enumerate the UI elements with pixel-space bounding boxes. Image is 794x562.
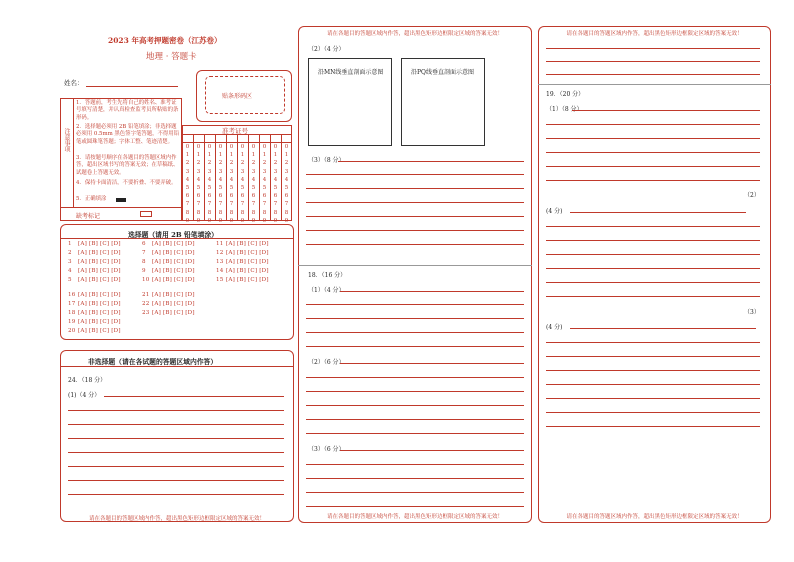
notice-label: 注意事项 bbox=[63, 128, 70, 152]
q19-1-first-line[interactable] bbox=[572, 110, 760, 111]
choice-row[interactable] bbox=[68, 277, 121, 283]
choice-number: 14 bbox=[216, 268, 224, 274]
right-footer-warning: 请在各题目的答题区域内作答，超出黑色矩形边框限定区域的答案无效！ bbox=[566, 514, 743, 520]
choice-options[interactable]: [A] [B] [C] [D] bbox=[226, 250, 269, 256]
choice-options[interactable]: [A] [B] [C] [D] bbox=[152, 277, 195, 283]
choice-options[interactable]: [A] [B] [C] [D] bbox=[78, 319, 121, 325]
exam-id-bubble[interactable]: 4 bbox=[218, 176, 223, 183]
nonchoice-title: 非选择题（请在各试题的答题区域内作答） bbox=[88, 358, 218, 366]
choice-options[interactable]: [A] [B] [C] [D] bbox=[152, 301, 195, 307]
q19-3-label: (4 分) bbox=[546, 324, 563, 331]
answer-line[interactable] bbox=[306, 433, 524, 434]
pq-profile-label: 沿PQ线垂直剖面示意图 bbox=[411, 69, 474, 76]
answer-line[interactable] bbox=[306, 202, 524, 203]
choice-number: 22 bbox=[142, 301, 150, 307]
exam-id-bubble[interactable]: 8 bbox=[196, 209, 201, 216]
exam-id-bubble[interactable]: 6 bbox=[284, 193, 289, 200]
answer-line[interactable] bbox=[546, 180, 760, 181]
q19-mark-3: （3） bbox=[744, 309, 760, 316]
q19-mark-2: （2） bbox=[744, 192, 760, 199]
exam-id-bubble[interactable]: 1 bbox=[251, 152, 256, 159]
exam-id-bubble[interactable]: 0 bbox=[273, 144, 278, 150]
choice-number: 7 bbox=[142, 250, 146, 256]
choice-row[interactable] bbox=[68, 250, 121, 256]
answer-line[interactable] bbox=[306, 506, 524, 507]
exam-id-bubble[interactable]: 4 bbox=[273, 176, 278, 183]
exam-id-bubble[interactable]: 8 bbox=[229, 209, 234, 216]
answer-line[interactable] bbox=[546, 48, 760, 49]
answer-line[interactable] bbox=[306, 188, 524, 189]
exam-id-bubble[interactable]: 5 bbox=[218, 184, 223, 191]
exam-id-bubble[interactable]: 2 bbox=[240, 160, 245, 167]
answer-line[interactable] bbox=[68, 480, 284, 481]
exam-id-bubble[interactable]: 4 bbox=[207, 176, 212, 183]
choice-number: 17 bbox=[68, 301, 76, 307]
exam-id-bubble[interactable]: 0 bbox=[240, 144, 245, 150]
q18-2-first-line[interactable] bbox=[340, 363, 524, 364]
notice-1: 1．答题前，考生先将自己的姓名、准考证号填写清楚，并认真检查监考员所粘贴的条形码。 bbox=[76, 100, 179, 121]
exam-id-bubble[interactable]: 7 bbox=[218, 201, 223, 208]
exam-id-bubble[interactable]: 7 bbox=[207, 201, 212, 208]
exam-id-bubble[interactable]: 0 bbox=[207, 144, 212, 150]
answer-line[interactable] bbox=[546, 152, 760, 153]
exam-id-column bbox=[260, 143, 269, 225]
choice-number: 15 bbox=[216, 277, 224, 283]
choice-row[interactable] bbox=[216, 250, 269, 256]
notice-2: 2．选择题必须用 2B 铅笔填涂；非选择题必须用 0.5mm 黑色签字笔答题，不得用铅笔或圆珠笔答题；字体工整、笔迹清楚。 bbox=[76, 124, 180, 145]
exam-id-bubble[interactable]: 1 bbox=[262, 152, 267, 159]
exam-id-bubble[interactable]: 6 bbox=[185, 193, 190, 200]
choice-row[interactable] bbox=[68, 292, 121, 298]
exam-id-bubble[interactable]: 1 bbox=[218, 152, 223, 159]
exam-id-column bbox=[271, 143, 280, 225]
choice-row[interactable] bbox=[68, 301, 121, 307]
exam-id-bubble[interactable]: 5 bbox=[229, 184, 234, 191]
exam-id-bubble[interactable]: 2 bbox=[229, 160, 234, 167]
choice-row[interactable] bbox=[216, 241, 269, 247]
choice-number: 12 bbox=[216, 250, 224, 256]
exam-id-bubble[interactable]: 6 bbox=[207, 193, 212, 200]
q17-3-label: （3）（8 分） bbox=[308, 157, 345, 164]
exam-id-bubble[interactable]: 6 bbox=[251, 193, 256, 200]
choice-options[interactable]: [A] [B] [C] [D] bbox=[78, 292, 121, 298]
right-panel bbox=[538, 26, 771, 523]
q19-1-label: （1）（8 分） bbox=[546, 106, 583, 113]
exam-id-bubble[interactable]: 5 bbox=[207, 184, 212, 191]
answer-line[interactable] bbox=[546, 124, 760, 125]
absent-label: 缺考标记 bbox=[76, 213, 101, 220]
exam-id-column bbox=[194, 143, 203, 225]
exam-id-bubble[interactable]: 9 bbox=[251, 217, 256, 224]
exam-id-bubble[interactable]: 3 bbox=[207, 168, 212, 175]
exam-id-bubble[interactable]: 9 bbox=[262, 217, 267, 224]
notice-4: 4．保持卡面清洁，不要折叠、不要弄破。 bbox=[76, 180, 177, 186]
q19-2-first-line[interactable] bbox=[570, 212, 746, 213]
q18-1-label: （1）（4 分） bbox=[308, 287, 345, 294]
exam-id-bubble[interactable]: 3 bbox=[251, 168, 256, 175]
q19-label: 19．（20 分） bbox=[546, 91, 585, 98]
right-header-warning: 请在各题目的答题区域内作答，超出黑色矩形边框限定区域的答案无效！ bbox=[566, 31, 743, 37]
exam-id-bubble[interactable]: 7 bbox=[273, 201, 278, 208]
exam-id-bubble[interactable]: 3 bbox=[240, 168, 245, 175]
exam-id-bubble[interactable]: 2 bbox=[218, 160, 223, 167]
exam-id-bubble[interactable]: 1 bbox=[240, 152, 245, 159]
choice-options[interactable]: [A] [B] [C] [D] bbox=[226, 268, 269, 274]
answer-line[interactable] bbox=[546, 426, 760, 427]
answer-line[interactable] bbox=[68, 410, 284, 411]
exam-id-bubble[interactable]: 4 bbox=[185, 176, 190, 183]
exam-id-bubble[interactable]: 5 bbox=[240, 184, 245, 191]
notice-divider bbox=[73, 98, 74, 208]
q24-1-label: (1)（4 分） bbox=[68, 392, 101, 399]
notice-5: 5．正确填涂 bbox=[76, 196, 107, 202]
choice-options[interactable]: [A] [B] [C] [D] bbox=[152, 268, 195, 274]
choice-options[interactable]: [A] [B] [C] [D] bbox=[152, 241, 195, 247]
answer-line[interactable] bbox=[306, 332, 524, 333]
choice-title: 选择题（请用 2B 铅笔填涂） bbox=[128, 231, 218, 239]
name-label: 姓名： bbox=[64, 79, 84, 87]
exam-id-bubble[interactable]: 2 bbox=[262, 160, 267, 167]
q17-2-label: （2）（4 分） bbox=[308, 46, 345, 53]
exam-id-bubble[interactable]: 0 bbox=[229, 144, 234, 150]
answer-line[interactable] bbox=[546, 61, 760, 62]
exam-id-bubble[interactable]: 5 bbox=[251, 184, 256, 191]
exam-id-column bbox=[183, 143, 192, 225]
answer-line[interactable] bbox=[306, 405, 524, 406]
exam-id-bubble[interactable]: 3 bbox=[218, 168, 223, 175]
exam-id-column bbox=[205, 143, 214, 225]
exam-id-bubble[interactable]: 6 bbox=[218, 193, 223, 200]
q19-2-label: (4 分) bbox=[546, 208, 563, 215]
exam-id-bubble[interactable]: 9 bbox=[240, 217, 245, 224]
choice-row[interactable] bbox=[216, 259, 269, 265]
answer-line[interactable] bbox=[306, 216, 524, 217]
exam-id-bubble[interactable]: 8 bbox=[185, 209, 190, 216]
choice-options[interactable]: [A] [B] [C] [D] bbox=[78, 241, 121, 247]
q18-2-label: （2）（6 分） bbox=[308, 359, 345, 366]
q24-label: 24．（18 分） bbox=[68, 377, 107, 384]
barcode-label: 贴条形码区 bbox=[222, 93, 253, 100]
exam-id-bubble[interactable]: 3 bbox=[284, 168, 289, 175]
choice-row[interactable] bbox=[142, 292, 195, 298]
exam-id-bubble[interactable]: 2 bbox=[207, 160, 212, 167]
answer-line[interactable] bbox=[546, 398, 760, 399]
exam-id-bubble[interactable]: 8 bbox=[207, 209, 212, 216]
choice-number: 16 bbox=[68, 292, 76, 298]
exam-id-bubble[interactable]: 7 bbox=[251, 201, 256, 208]
answer-line[interactable] bbox=[306, 304, 524, 305]
exam-id-bubble[interactable]: 4 bbox=[251, 176, 256, 183]
choice-number: 21 bbox=[142, 292, 150, 298]
choice-options[interactable]: [A] [B] [C] [D] bbox=[152, 250, 195, 256]
q18-3-first-line[interactable] bbox=[340, 450, 524, 451]
choice-options[interactable]: [A] [B] [C] [D] bbox=[78, 250, 121, 256]
choice-options[interactable]: [A] [B] [C] [D] bbox=[152, 292, 195, 298]
exam-id-bubble[interactable]: 8 bbox=[273, 209, 278, 216]
exam-id-bubble[interactable]: 4 bbox=[229, 176, 234, 183]
exam-id-bubble[interactable]: 4 bbox=[196, 176, 201, 183]
choice-number: 8 bbox=[142, 259, 146, 265]
choice-row[interactable] bbox=[68, 268, 121, 274]
exam-id-bubble[interactable]: 3 bbox=[273, 168, 278, 175]
answer-line[interactable] bbox=[546, 296, 760, 297]
answer-line[interactable] bbox=[306, 377, 524, 378]
exam-id-bubble[interactable]: 9 bbox=[273, 217, 278, 224]
answer-line[interactable] bbox=[68, 438, 284, 439]
answer-line[interactable] bbox=[546, 226, 760, 227]
notice-3: 3．请按题号顺序在各题目的答题区域内作答，超出区域书写的答案无效；在草稿纸、试题卷上答题无效。 bbox=[76, 155, 179, 176]
choice-options[interactable]: [A] [B] [C] [D] bbox=[78, 277, 121, 283]
choice-options[interactable]: [A] [B] [C] [D] bbox=[152, 259, 195, 265]
exam-id-bubble[interactable]: 0 bbox=[284, 144, 289, 150]
exam-id-bubble[interactable]: 1 bbox=[185, 152, 190, 159]
exam-id-bubble[interactable]: 2 bbox=[273, 160, 278, 167]
exam-id-bubble[interactable]: 8 bbox=[284, 209, 289, 216]
exam-id-bubble[interactable]: 6 bbox=[262, 193, 267, 200]
exam-id-bubble[interactable]: 9 bbox=[218, 217, 223, 224]
choice-number: 6 bbox=[142, 241, 146, 247]
exam-id-bubble[interactable]: 7 bbox=[284, 201, 289, 208]
answer-line[interactable] bbox=[306, 174, 524, 175]
answer-line[interactable] bbox=[306, 478, 524, 479]
answer-line[interactable] bbox=[546, 138, 760, 139]
choice-number: 11 bbox=[216, 241, 224, 247]
exam-id-bubble[interactable]: 2 bbox=[196, 160, 201, 167]
answer-line[interactable] bbox=[546, 166, 760, 167]
choice-number: 3 bbox=[68, 259, 72, 265]
exam-id-column bbox=[216, 143, 225, 225]
choice-options[interactable]: [A] [B] [C] [D] bbox=[78, 301, 121, 307]
exam-id-bubble[interactable]: 1 bbox=[229, 152, 234, 159]
exam-id-bubble[interactable]: 9 bbox=[229, 217, 234, 224]
q24-1-first-line[interactable] bbox=[104, 396, 284, 397]
middle-header-warning: 请在各题目的答题区域内作答，超出黑色矩形边框限定区域的答案无效！ bbox=[326, 31, 503, 37]
answer-line[interactable] bbox=[306, 230, 524, 231]
answer-line[interactable] bbox=[68, 466, 284, 467]
answer-line[interactable] bbox=[546, 356, 760, 357]
choice-options[interactable]: [A] [B] [C] [D] bbox=[78, 328, 121, 334]
answer-line[interactable] bbox=[546, 268, 760, 269]
q19-divider bbox=[538, 84, 771, 85]
choice-row[interactable] bbox=[68, 328, 121, 334]
choice-number: 2 bbox=[68, 250, 72, 256]
exam-id-bubble[interactable]: 6 bbox=[273, 193, 278, 200]
q19-3-first-line[interactable] bbox=[570, 328, 756, 329]
exam-id-bubble[interactable]: 2 bbox=[185, 160, 190, 167]
answer-line[interactable] bbox=[546, 282, 760, 283]
answer-line[interactable] bbox=[68, 424, 284, 425]
answer-line[interactable] bbox=[306, 464, 524, 465]
q18-1-first-line[interactable] bbox=[340, 291, 524, 292]
answer-line[interactable] bbox=[546, 240, 760, 241]
choice-number: 19 bbox=[68, 319, 76, 325]
answer-line[interactable] bbox=[306, 419, 524, 420]
answer-line[interactable] bbox=[306, 391, 524, 392]
exam-id-bubble[interactable]: 9 bbox=[284, 217, 289, 224]
exam-id-bubble[interactable]: 8 bbox=[240, 209, 245, 216]
exam-id-bubble[interactable]: 0 bbox=[251, 144, 256, 150]
exam-id-bubble[interactable]: 4 bbox=[262, 176, 267, 183]
exam-id-bubble[interactable]: 3 bbox=[196, 168, 201, 175]
subject-title: 地理 · 答题卡 bbox=[146, 52, 197, 62]
choice-title-divider bbox=[60, 238, 294, 239]
answer-line[interactable] bbox=[546, 342, 760, 343]
choice-number: 23 bbox=[142, 310, 150, 316]
answer-line[interactable] bbox=[68, 452, 284, 453]
answer-line[interactable] bbox=[306, 244, 524, 245]
filled-bubble-sample bbox=[116, 198, 126, 202]
answer-line[interactable] bbox=[546, 384, 760, 385]
exam-id-label: 准考证号 bbox=[222, 127, 248, 135]
exam-id-bubble[interactable]: 8 bbox=[262, 209, 267, 216]
choice-options[interactable]: [A] [B] [C] [D] bbox=[78, 259, 121, 265]
exam-id-bubble[interactable]: 2 bbox=[284, 160, 289, 167]
left-footer-warning: 请在各题目的答题区域内作答，超出黑色矩形边框限定区域的答案无效！ bbox=[88, 516, 265, 522]
exam-id-bubble[interactable]: 6 bbox=[196, 193, 201, 200]
answer-line[interactable] bbox=[546, 254, 760, 255]
choice-row[interactable] bbox=[142, 241, 195, 247]
exam-title: 2023 年高考押题密卷（江苏卷） bbox=[108, 36, 222, 45]
absent-checkbox[interactable] bbox=[140, 211, 152, 217]
q17-3-first-line[interactable] bbox=[338, 161, 524, 162]
answer-line[interactable] bbox=[306, 346, 524, 347]
choice-row[interactable] bbox=[142, 301, 195, 307]
mn-profile-label: 沿MN线垂直剖面示意图 bbox=[318, 69, 384, 76]
choice-row[interactable] bbox=[142, 250, 195, 256]
exam-id-column bbox=[249, 143, 258, 225]
choice-row[interactable] bbox=[142, 259, 195, 265]
exam-id-bubble[interactable]: 0 bbox=[218, 144, 223, 150]
choice-row[interactable] bbox=[68, 310, 121, 316]
q18-divider bbox=[298, 265, 532, 266]
exam-id-bubble[interactable]: 7 bbox=[262, 201, 267, 208]
choice-number: 1 bbox=[68, 241, 72, 247]
exam-id-bubble[interactable]: 6 bbox=[240, 193, 245, 200]
exam-id-bubble[interactable]: 0 bbox=[262, 144, 267, 150]
exam-id-bubble[interactable]: 3 bbox=[185, 168, 190, 175]
answer-line[interactable] bbox=[306, 492, 524, 493]
choice-number: 13 bbox=[216, 259, 224, 265]
exam-id-bubble[interactable]: 3 bbox=[229, 168, 234, 175]
exam-id-bubble[interactable]: 2 bbox=[251, 160, 256, 167]
exam-id-bubble[interactable]: 8 bbox=[218, 209, 223, 216]
choice-number: 9 bbox=[142, 268, 146, 274]
choice-row[interactable] bbox=[142, 310, 195, 316]
exam-id-column bbox=[227, 143, 236, 225]
exam-id-bubble[interactable]: 5 bbox=[284, 184, 289, 191]
exam-id-bubble[interactable]: 0 bbox=[185, 144, 190, 150]
exam-id-bubble[interactable]: 1 bbox=[196, 152, 201, 159]
choice-number: 18 bbox=[68, 310, 76, 316]
exam-id-bubble[interactable]: 8 bbox=[251, 209, 256, 216]
exam-id-bubble[interactable]: 0 bbox=[196, 144, 201, 150]
exam-id-column bbox=[282, 143, 291, 225]
exam-id-bubble[interactable]: 7 bbox=[240, 201, 245, 208]
choice-number: 5 bbox=[68, 277, 72, 283]
choice-options[interactable]: [A] [B] [C] [D] bbox=[226, 277, 269, 283]
q18-3-label: （3）（6 分） bbox=[308, 446, 345, 453]
exam-id-bubble[interactable]: 9 bbox=[196, 217, 201, 224]
answer-line[interactable] bbox=[546, 74, 760, 75]
exam-id-bubble[interactable]: 1 bbox=[273, 152, 278, 159]
exam-id-bubble[interactable]: 6 bbox=[229, 193, 234, 200]
exam-id-bubble[interactable]: 9 bbox=[185, 217, 190, 224]
answer-line[interactable] bbox=[68, 494, 284, 495]
exam-id-bubble[interactable]: 4 bbox=[240, 176, 245, 183]
exam-id-bubble[interactable]: 5 bbox=[273, 184, 278, 191]
exam-id-bubble[interactable]: 9 bbox=[207, 217, 212, 224]
choice-options[interactable]: [A] [B] [C] [D] bbox=[78, 268, 121, 274]
nonchoice-title-divider bbox=[60, 366, 294, 367]
exam-id-bubble[interactable]: 4 bbox=[284, 176, 289, 183]
choice-row[interactable] bbox=[216, 268, 269, 274]
choice-row[interactable] bbox=[142, 277, 195, 283]
middle-footer-warning: 请在各题目的答题区域内作答，超出黑色矩形边框限定区域的答案无效！ bbox=[326, 514, 503, 520]
exam-id-bubble[interactable]: 5 bbox=[185, 184, 190, 191]
choice-options[interactable]: [A] [B] [C] [D] bbox=[226, 259, 269, 265]
choice-number: 4 bbox=[68, 268, 72, 274]
exam-id-bubble[interactable]: 1 bbox=[284, 152, 289, 159]
choice-row[interactable] bbox=[68, 241, 121, 247]
exam-id-bubble[interactable]: 7 bbox=[185, 201, 190, 208]
choice-row[interactable] bbox=[216, 277, 269, 283]
choice-number: 10 bbox=[142, 277, 150, 283]
choice-options[interactable]: [A] [B] [C] [D] bbox=[78, 310, 121, 316]
exam-id-bubble[interactable]: 1 bbox=[207, 152, 212, 159]
q18-label: 18．（16 分） bbox=[308, 272, 347, 279]
choice-row[interactable] bbox=[68, 319, 121, 325]
choice-row[interactable] bbox=[142, 268, 195, 274]
exam-id-bubble[interactable]: 3 bbox=[262, 168, 267, 175]
choice-row[interactable] bbox=[68, 259, 121, 265]
exam-id-bubble[interactable]: 5 bbox=[262, 184, 267, 191]
answer-line[interactable] bbox=[546, 370, 760, 371]
exam-id-bubble[interactable]: 5 bbox=[196, 184, 201, 191]
exam-id-bubble[interactable]: 7 bbox=[229, 201, 234, 208]
choice-options[interactable]: [A] [B] [C] [D] bbox=[152, 310, 195, 316]
exam-id-column bbox=[238, 143, 247, 225]
answer-line[interactable] bbox=[306, 318, 524, 319]
choice-number: 20 bbox=[68, 328, 76, 334]
choice-options[interactable]: [A] [B] [C] [D] bbox=[226, 241, 269, 247]
answer-line[interactable] bbox=[546, 412, 760, 413]
name-field[interactable] bbox=[86, 86, 178, 87]
exam-id-bubble[interactable]: 7 bbox=[196, 201, 201, 208]
